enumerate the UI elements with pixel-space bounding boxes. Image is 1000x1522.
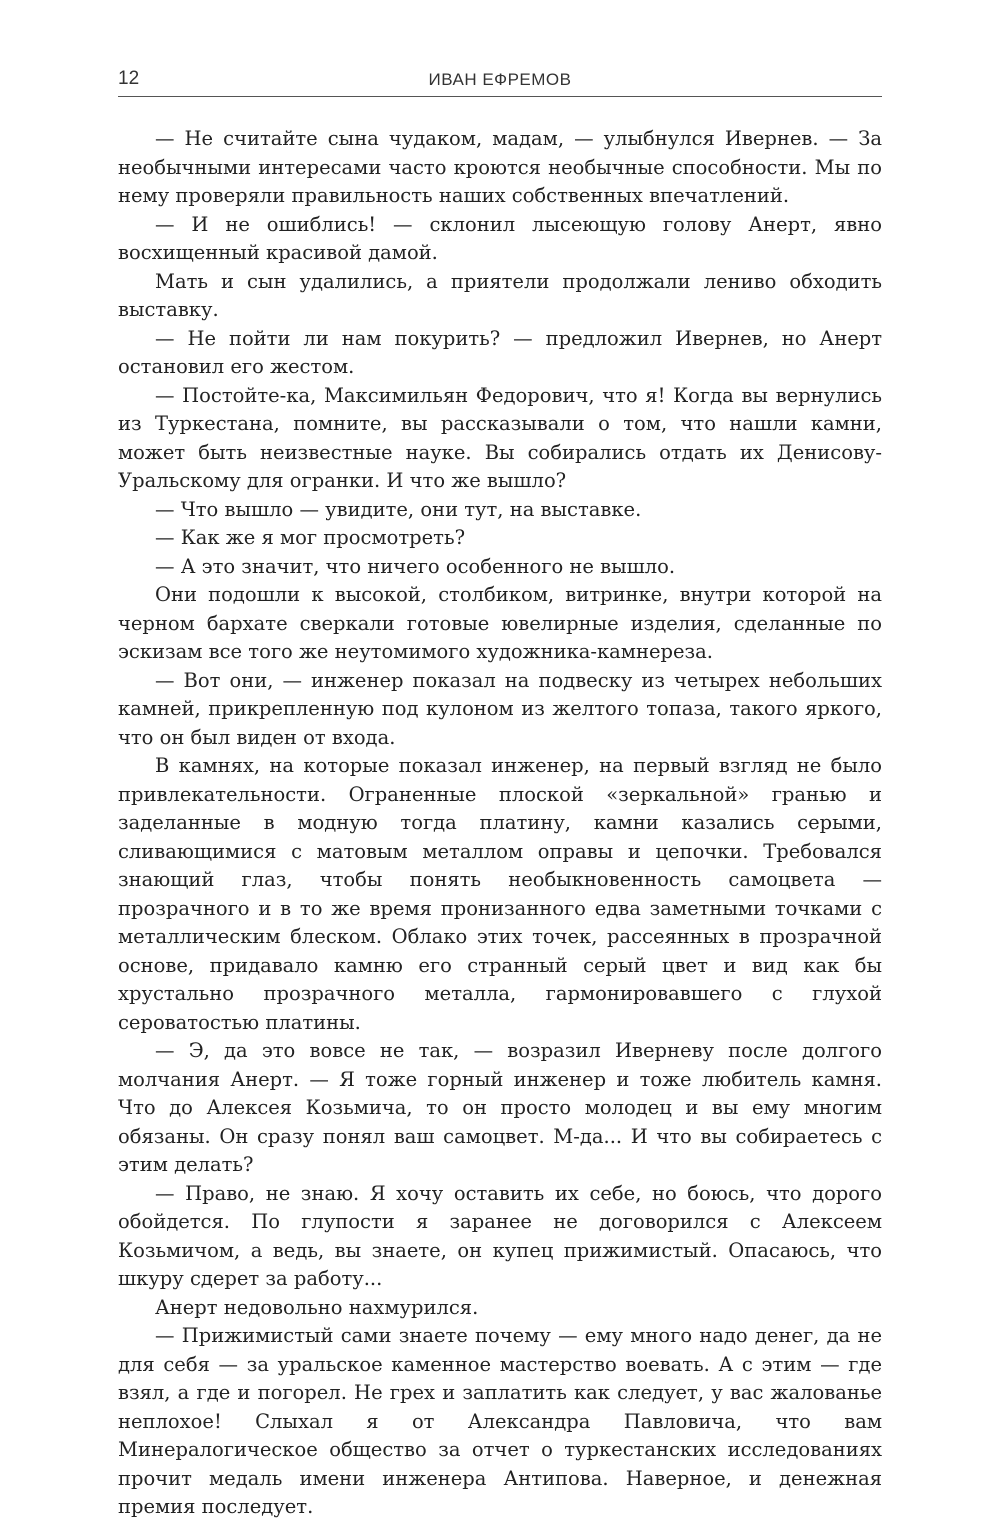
- paragraph: — Постойте-ка, Максимильян Федорович, что я! Когда вы вернулись из Туркестана, помните, вы рассказывали о том, что нашли камни, может быть неизвестные науке. Вы собирались отдать их Денисову-Уральскому для огранки. И что же вышло?: [118, 383, 882, 492]
- paragraph: — Не считайте сына чудаком, мадам, — улыбнулся Ивернев. — За необычными интересами часто кроются необычные способности. Мы по нему проверяли правильность наших собственных впечатлений.: [118, 127, 882, 207]
- paragraph: В камнях, на которые показал инженер, на первый взгляд не было привлекательности. Ограненные плоской «зеркальной» гранью и заделанные в модную тогда платину, камни казались серыми, сливающимися с матовым металлом оправы и цепочки. Требовался знающий глаз, чтобы понять необыкновенность самоцвета — прозрачного и в то же время пронизанного едва заметными точками с металлическим блеском. Облако этих точек, рассеянных в прозрачной основе, придавало камню его странный серый цвет и вид как бы хрустально прозрачного металла, гармонировавшего с глухой сероватостью платины.: [118, 754, 882, 1034]
- paragraph: — Как же я мог просмотреть?: [155, 526, 466, 549]
- paragraph: Анерт недовольно нахмурился.: [155, 1295, 479, 1319]
- paragraph: — Не пойти ли нам покурить? — предложил Ивернев, но Анерт остановил его жестом.: [118, 326, 882, 378]
- page-number: 12: [118, 68, 140, 89]
- paragraph: — Право, не знаю. Я хочу оставить их себе, но боюсь, что дорого обойдется. По глупости я заранее не договорился с Алексеем Козьмичом, а ведь, вы знаете, он купец прижимистый. Опасаюсь, что шкуру сдерет за работу...: [118, 1181, 882, 1290]
- paragraph: — Э, да это вовсе не так, — возразил Иверневу после долгого молчания Анерт. — Я тоже горный инженер и тоже любитель камня. Что до Алексея Козьмича, то он просто молодец и вы ему многим обязаны. Он сразу понял ваш самоцвет. М-да... И что вы собираетесь с этим делать?: [118, 1039, 882, 1176]
- paragraph: Они подошли к высокой, столбиком, витринке, внутри которой на черном бархате сверкали готовые ювелирные изделия, сделанные по эскизам все того же неутомимого художника-камнереза.: [118, 583, 882, 663]
- book-author: ИВАН ЕФРЕМОВ: [428, 70, 572, 89]
- paragraph: — Прижимистый сами знаете почему — ему много надо денег, да не для себя — за уральское каменное мастерство воевать. А с этим — где взял, а где и погорел. Не грех и заплатить как следует, у вас жалованье неплохое! Слыхал я от Александра Павловича, что вам Минералогическое общество за отчет о туркестанских исследованиях прочит медаль имени инженера Антипова. Наверное, и денежная премия последует.: [118, 1324, 882, 1518]
- body-text: [118, 125, 882, 1522]
- paragraph: — А это значит, что ничего особенного не вышло.: [155, 554, 676, 578]
- paragraph: Мать и сын удалились, а приятели продолжали лениво обходить выставку.: [118, 269, 882, 321]
- paragraph: — Что вышло — увидите, они тут, на выставке.: [155, 497, 642, 521]
- paragraph: — И не ошиблись! — склонил лысеющую голову Анерт, явно восхищенный красивой дамой.: [118, 212, 882, 264]
- paragraph: — Вот они, — инженер показал на подвеску из четырех небольших камней, прикрепленную под кулоном из желтого топаза, такого яркого, что он был виден от входа.: [118, 668, 882, 749]
- running-header: [118, 62, 882, 97]
